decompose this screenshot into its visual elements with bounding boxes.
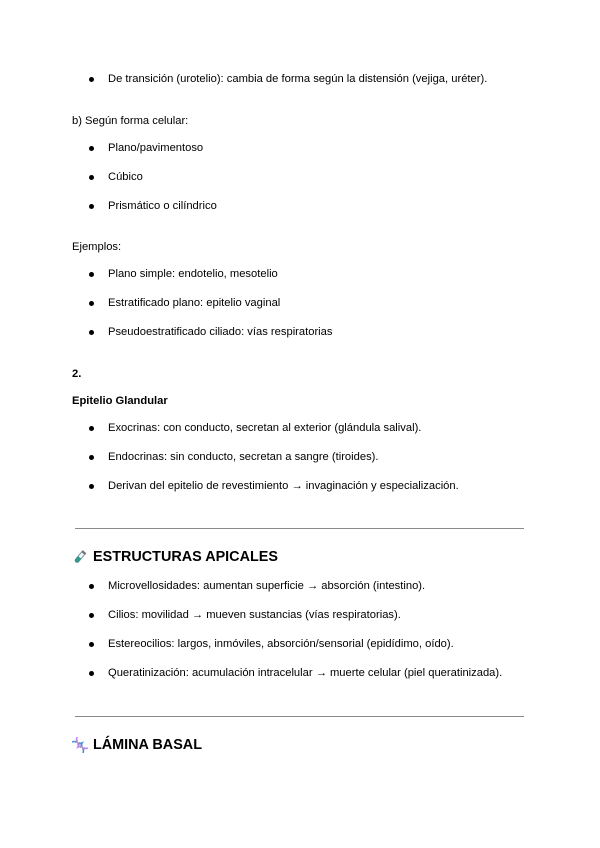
section-title-text: ESTRUCTURAS APICALES <box>93 549 278 565</box>
bullet-icon <box>89 77 94 82</box>
lamina-basal-heading <box>72 736 202 754</box>
bullet-text: Plano simple: endotelio, mesotelio <box>108 268 278 280</box>
bullet-icon <box>89 671 94 676</box>
bullet-text: De transición (urotelio): cambia de forma según la distensión (vejiga, uréter). <box>108 73 488 85</box>
bullet-icon <box>89 204 94 209</box>
bullet-icon <box>89 272 94 277</box>
bullet-icon <box>89 330 94 335</box>
bullet-icon <box>89 484 94 489</box>
bullet-icon <box>89 301 94 306</box>
bullet-text: Estratificado plano: epitelio vaginal <box>108 297 281 309</box>
bullet-text: Pseudoestratificado ciliado: vías respiratorias <box>108 326 333 338</box>
glandular-title: Epitelio Glandular <box>72 395 168 407</box>
bullet-text: Derivan del epitelio de revestimiento → invaginación y especialización. <box>108 480 459 492</box>
forma-celular-heading: b) Según forma celular: <box>72 115 189 127</box>
bullet-text: Cúbico <box>108 171 143 183</box>
test-tube-icon <box>72 549 88 565</box>
bullet-text: Plano/pavimentoso <box>108 142 204 154</box>
bullet-icon <box>89 146 94 151</box>
bullet-icon <box>89 613 94 618</box>
bullet-icon <box>89 584 94 589</box>
divider <box>75 716 524 717</box>
section-title-text: LÁMINA BASAL <box>93 737 202 753</box>
ejemplos-heading: Ejemplos: <box>72 241 122 253</box>
glandular-number: 2. <box>72 368 82 380</box>
bullet-text: Estereocilios: largos, inmóviles, absorción/sensorial (epidídimo, oído). <box>108 638 454 650</box>
estructuras-apicales-heading <box>72 548 278 566</box>
divider <box>75 528 524 529</box>
bullet-text: Prismático o cilíndrico <box>108 200 217 212</box>
bullet-text: Microvellosidades: aumentan superficie → absorción (intestino). <box>108 580 426 592</box>
bullet-icon <box>89 455 94 460</box>
bullet-icon <box>89 642 94 647</box>
dna-icon <box>72 737 88 753</box>
bullet-text: Exocrinas: con conducto, secretan al exterior (glándula salival). <box>108 422 422 434</box>
bullet-text: Endocrinas: sin conducto, secretan a sangre (tiroides). <box>108 451 379 463</box>
bullet-icon <box>89 426 94 431</box>
bullet-icon <box>89 175 94 180</box>
bullet-text: Queratinización: acumulación intracelular → muerte celular (piel queratinizada). <box>108 667 503 679</box>
bullet-text: Cilios: movilidad → mueven sustancias (vías respiratorias). <box>108 609 401 621</box>
